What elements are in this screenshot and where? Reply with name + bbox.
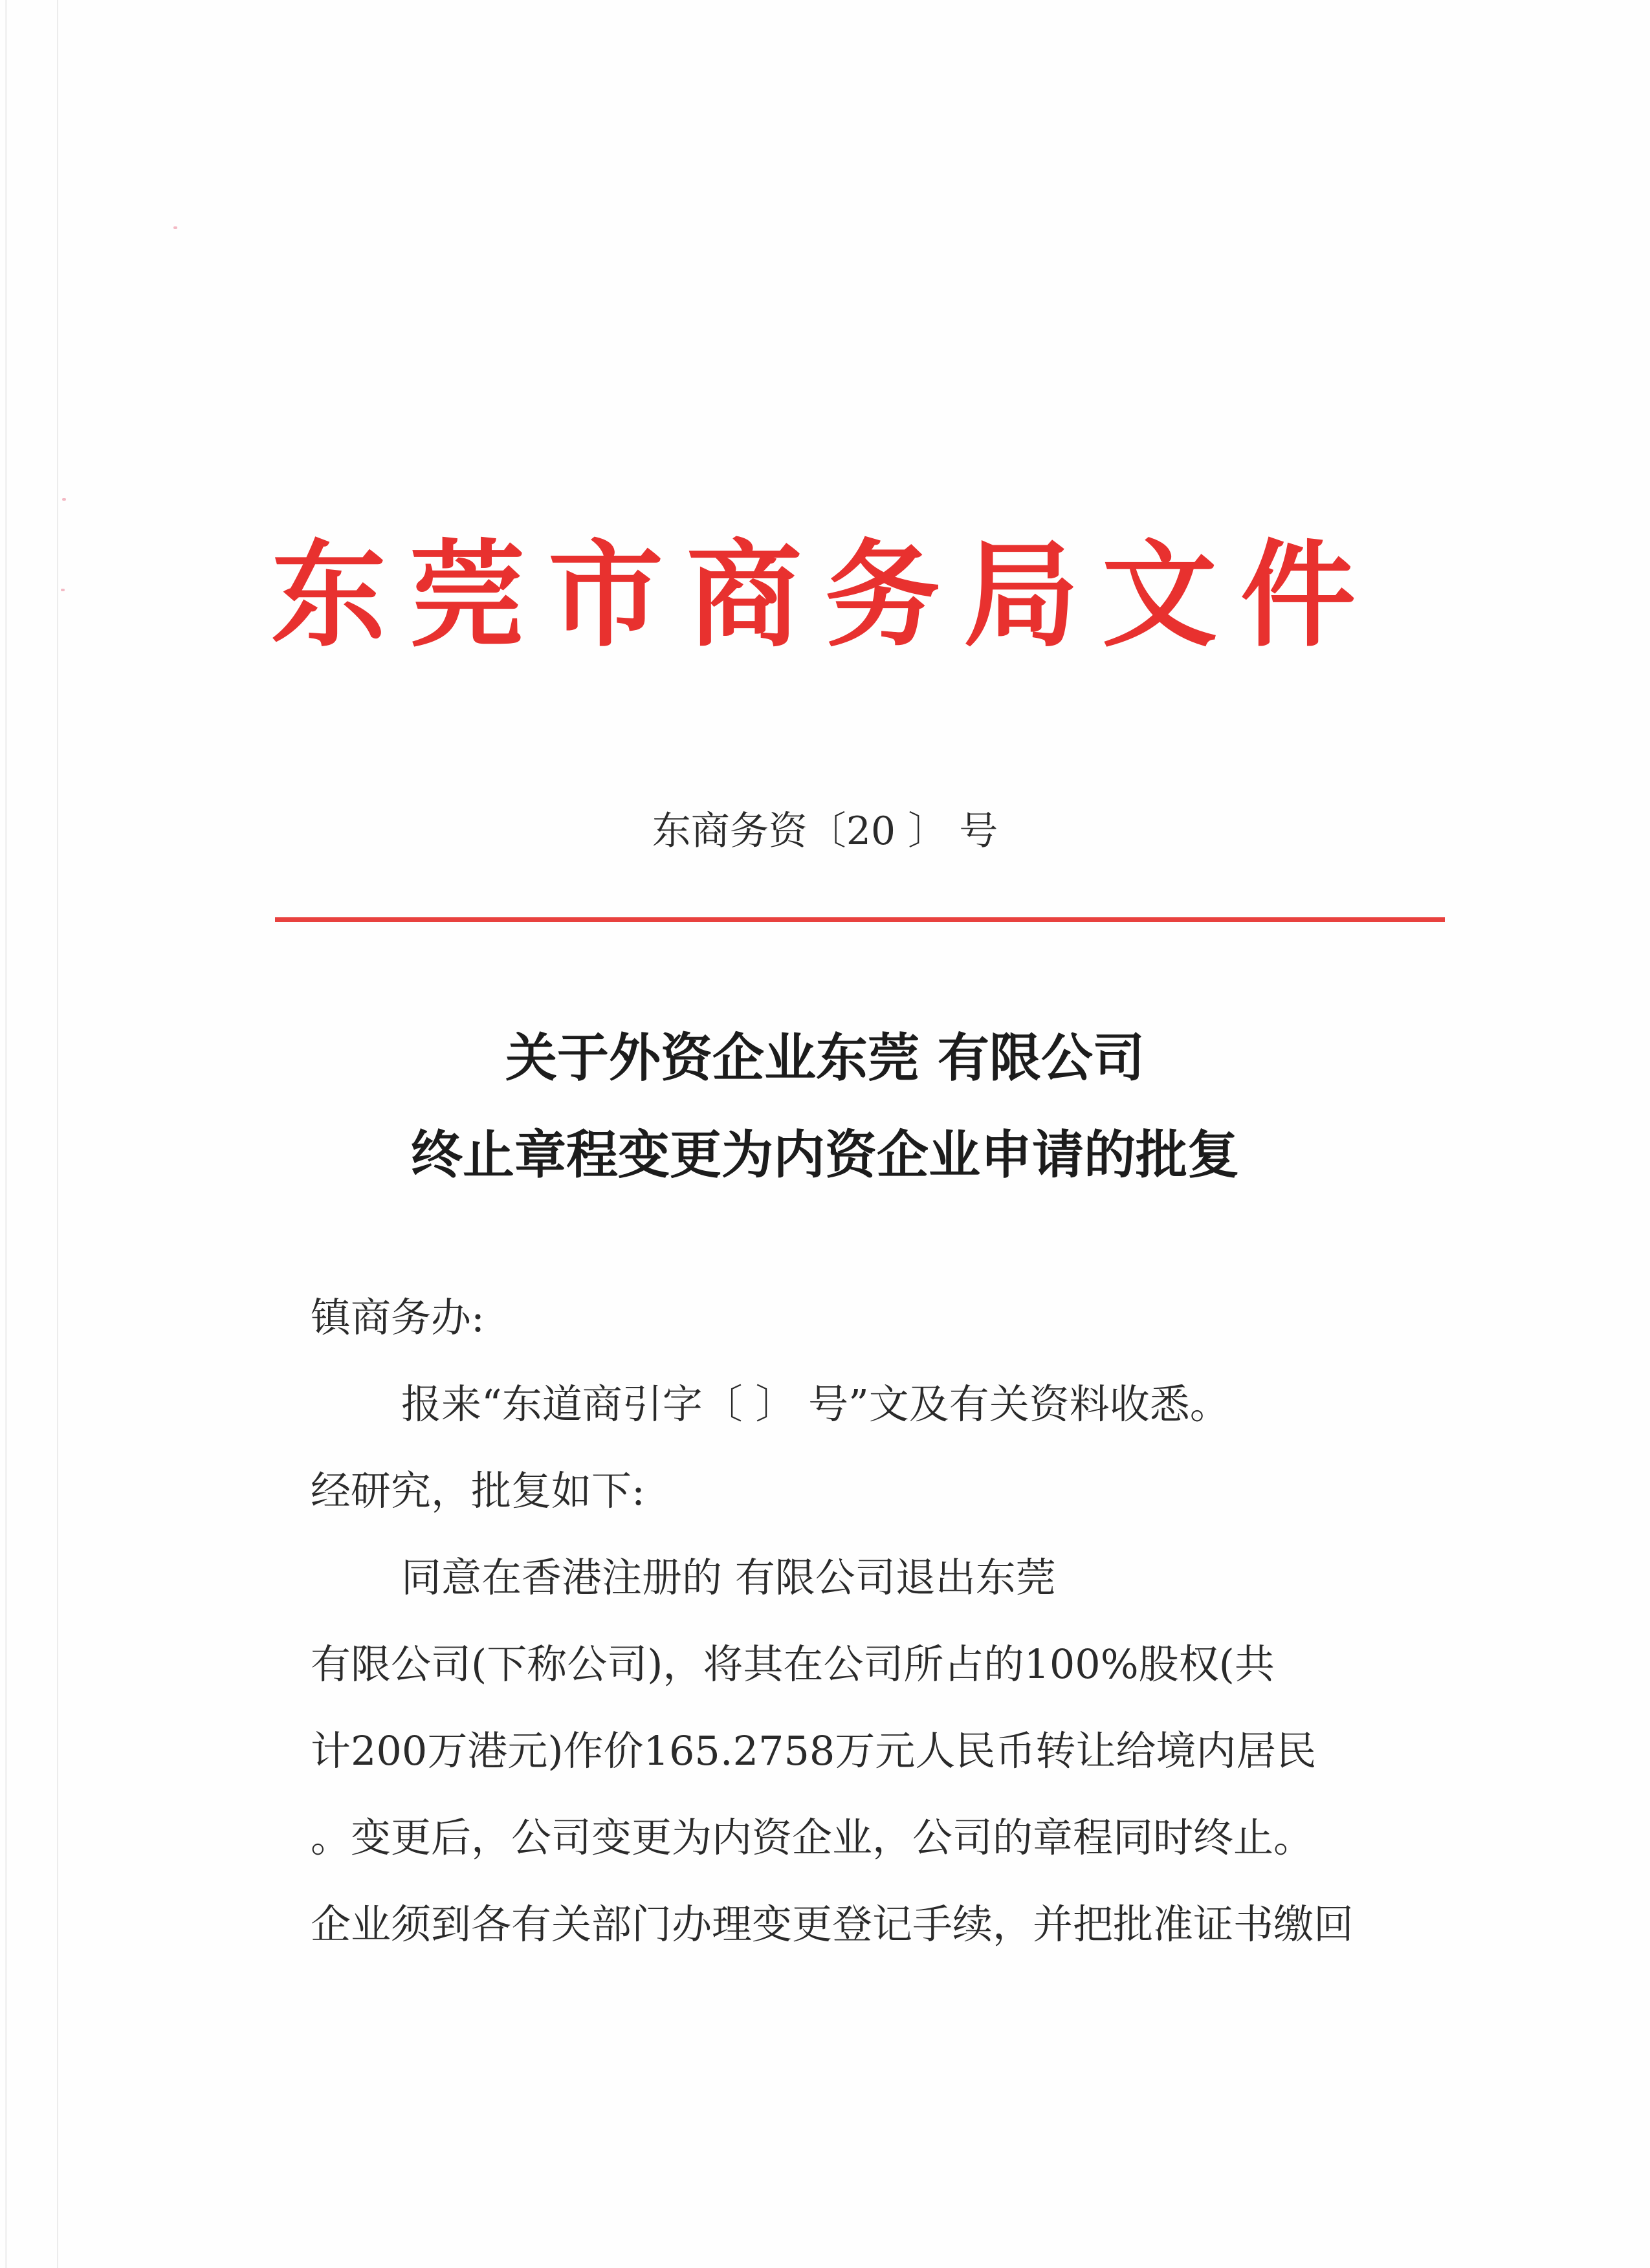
subject-line-2: 终止章程变更为内资企业申请的批复 — [411, 1124, 1239, 1185]
salutation: 镇商务办: — [311, 1294, 485, 1341]
scan-speck — [173, 226, 177, 229]
paragraph-2-line-2: 有限公司(下称公司)，将其在公司所占的100%股权(共 — [311, 1641, 1275, 1688]
paragraph-2-line-3: 计200万港元)作价165.2758万元人民币转让给境内居民 — [311, 1727, 1317, 1774]
subject-line-1: 关于外资企业东莞 有限公司 — [505, 1027, 1145, 1088]
document-body — [311, 1274, 1436, 1968]
paragraph-1-line-1: 报来“东道商引字〔 〕 号”文及有关资料收悉。 — [401, 1380, 1230, 1428]
scan-speck — [62, 498, 66, 501]
document-number: 东商务资〔20 〕 号 — [652, 809, 998, 854]
paragraph-1-line-2: 经研究，批复如下: — [311, 1467, 645, 1514]
issuing-authority-title: 东莞市商务局文件 — [271, 527, 1379, 662]
red-separator-line — [275, 917, 1445, 922]
paragraph-2-line-1: 同意在香港注册的 有限公司退出东莞 — [401, 1554, 1056, 1601]
paragraph-2-line-4: 。变更后，公司变更为内资企业，公司的章程同时终止。 — [311, 1814, 1314, 1861]
document-subject — [0, 1009, 1650, 1203]
paragraph-2-line-5: 企业须到各有关部门办理变更登记手续，并把批准证书缴回 — [311, 1901, 1354, 1948]
